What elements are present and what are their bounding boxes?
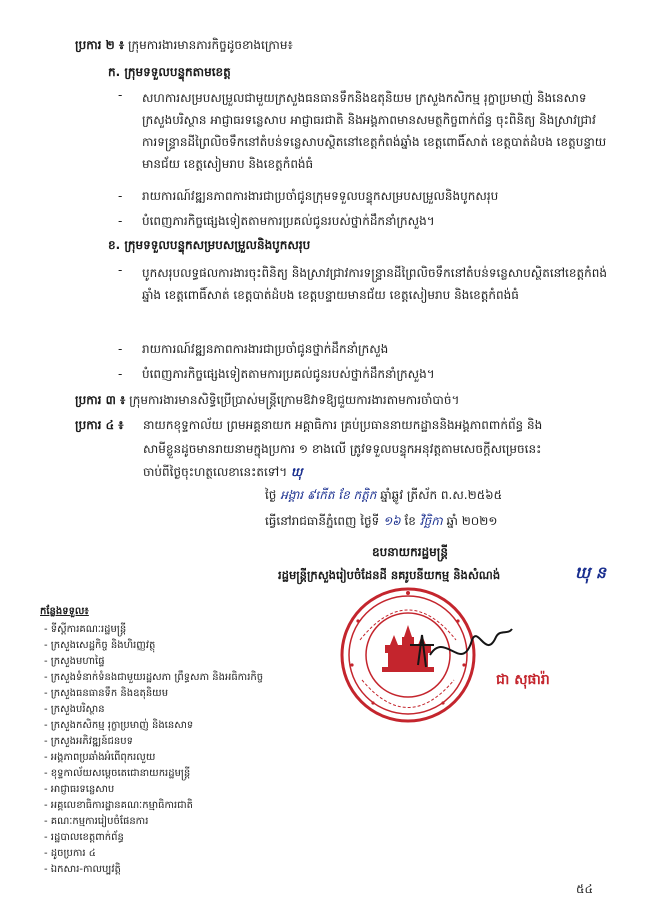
month-prefix: ខែ — [404, 514, 416, 528]
signature-title-2: រដ្ឋមន្ត្រីក្រសួងរៀបចំដែនដី នគរូបនីយកម្ម និងសំណង់ — [278, 568, 501, 582]
section-a-item-1: សហការសម្របសម្រួលជាមួយក្រសួងធនធានទឹកនិងឧតុនិយម ក្រសួងកសិកម្ម រុក្ខាប្រមាញ់ និងនេសាទ ក្រសួងបរិស្ថាន អាជ្ញាធរទន្លេសាប អាជ្ញាធរជាតិ និងអង្គភាពមានសមត្ថកិច្ចពាក់ព័ន្ធ ចុះពិនិត្យ និងស្រាវជ្រាវការទន្ទ្រានដីព្រៃលិចទឹកនៅតំបន់ទន្លេសាបស្ថិតនៅខេត្តកំពង់ឆ្នាំង ខេត្តពោធិ៍សាត់ ខេត្តបាត់ដំបង ខេត្តបន្ទាយមានជ័យ ខេត្តសៀមរាប និងខេត្តកំពង់ធំ — [142, 91, 607, 171]
bullet-dash: - — [118, 214, 123, 228]
recipient-item: - អាជ្ញាធរទន្លេសាប — [44, 784, 115, 795]
signer-name: ជា សុផារ៉ា — [496, 672, 550, 688]
day-handwritten: ១៦ — [383, 514, 401, 528]
article-2-label: ប្រការ ២ ៖ — [75, 38, 125, 52]
signature-title-1: ឧបនាយករដ្ឋមន្ត្រី — [372, 545, 448, 559]
section-a-item-2: រាយការណ៍វឌ្ឍនភាពការងារជាប្រចាំជូនក្រុមទទួលបន្ទុកសម្របសម្រួលនិងបូកសរុប — [142, 189, 499, 203]
recipient-item: - ក្រសួងអភិវឌ្ឍន៍ជនបទ — [44, 736, 133, 747]
article-4-line-1: នាយកខុទ្ទកាល័យ ព្រមអគ្គនាយក អគ្គាធិការ គ្រប់ប្រធាននាយកដ្ឋាននិងអង្គភាពពាក់ព័ន្ធ និង — [143, 418, 543, 432]
article-4-line-2: សាមីខ្លួនដូចមានរាយនាមក្នុងប្រការ ១ ខាងលើ ត្រូវទទួលបន្ទុកអនុវត្តតាមសេចក្តីសម្រេចនេះ — [143, 442, 542, 456]
bullet-dash: - — [118, 263, 123, 277]
handwritten-signature — [400, 605, 520, 680]
article-4-line-3 — [143, 464, 302, 481]
month-handwritten: វិច្ឆិកា — [419, 514, 443, 528]
page-number: ៥៤ — [576, 882, 593, 896]
recipient-item: - ក្រសួងបរិស្ថាន — [44, 704, 105, 715]
recipient-item: - ទីស្តីការគណៈរដ្ឋមន្ត្រី — [44, 624, 127, 635]
recipient-item: - រដ្ឋបាលខេត្តពាក់ព័ន្ធ — [44, 832, 124, 843]
article-4-line-3-text: ចាប់ពីថ្ងៃចុះហត្ថលេខានេះតទៅ។ — [143, 465, 288, 479]
article-3 — [75, 392, 459, 409]
section-b-item-2: រាយការណ៍វឌ្ឍនភាពការងារជាប្រចាំជូនថ្នាក់ដឹកនាំក្រសួង — [142, 342, 389, 356]
lunar-date-handwritten: អង្គារ ៩កើត ខែ កត្តិក — [280, 488, 377, 502]
article-3-label: ប្រការ ៣ ៖ — [75, 393, 126, 407]
recipient-item: - ដូចប្រការ ៤ — [44, 848, 96, 859]
lunar-date — [265, 487, 502, 504]
section-b-item-1: បូកសរុបលទ្ធផលការងារចុះពិនិត្យ និងស្រាវជ្រាវការទន្ទ្រានដីព្រៃលិចទឹកនៅតំបន់ទន្លេសាបស្ថិតនៅខេត្តកំពង់ឆ្នាំង ខេត្តពោធិ៍សាត់ ខេត្តបាត់ដំបង ខេត្តបន្ទាយមានជ័យ ខេត្តសៀមរាប និងខេត្តកំពង់ធំ — [142, 266, 607, 302]
article-2 — [75, 37, 293, 54]
recipient-item: - អង្គភាពប្រឆាំងអំពើពុករលួយ — [44, 752, 156, 763]
section-a-title: ក. ក្រុមទទួលបន្ទុកតាមខេត្ត — [108, 65, 231, 79]
lunar-date-rest: ឆ្នាំឆ្លូវ ត្រីស័ក ព.ស.២៥៦៥ — [380, 488, 503, 502]
article-3-text: ក្រុមការងារមានសិទ្ធិប្រើប្រាស់មន្ត្រីក្រោមឱវាទឱ្យជួយការងារតាមការចាំបាច់។ — [129, 393, 460, 407]
year-text: ឆ្នាំ ២០២១ — [446, 514, 498, 528]
recipients-heading: កន្លែងទទួល៖ — [40, 606, 89, 617]
signature-initials: ឃុ ន — [575, 563, 606, 582]
article-2-text: ក្រុមការងារមានភារកិច្ចដូចខាងក្រោម៖ — [127, 38, 293, 52]
bullet-dash: - — [118, 367, 123, 381]
recipient-item: - ក្រសួងកសិកម្ម រុក្ខាប្រមាញ់ និងនេសាទ — [44, 720, 194, 731]
recipient-item: - ក្រសួងទំនាក់ទំនងជាមួយរដ្ឋសភា ព្រឹទ្ធសភា និងអធិការកិច្ច — [44, 672, 264, 683]
lunar-date-prefix: ថ្ងៃ — [265, 488, 277, 502]
recipient-item: - ឯកសារ-កាលប្បវត្តិ — [44, 864, 121, 875]
solar-date — [265, 513, 497, 530]
recipient-item: - ក្រសួងធនធានទឹក និងឧតុនិយម — [44, 688, 169, 699]
recipient-item: - ក្រសួងមហាផ្ទៃ — [44, 656, 105, 667]
city-prefix: ធ្វើនៅរាជធានីភ្នំពេញ ថ្ងៃទី — [265, 514, 380, 528]
section-b-item-3: បំពេញភារកិច្ចផ្សេងទៀតតាមការប្រគល់ជូនរបស់ថ្នាក់ដឹកនាំក្រសួង។ — [142, 367, 435, 381]
section-a-item-3: បំពេញភារកិច្ចផ្សេងទៀតតាមការប្រគល់ជូនរបស់ថ្នាក់ដឹកនាំក្រសួង។ — [142, 214, 435, 228]
recipients-list — [44, 622, 263, 878]
handwritten-initials: ឃុ — [290, 465, 303, 479]
bullet-dash: - — [118, 189, 123, 203]
bullet-dash: - — [118, 88, 123, 102]
recipient-item: - អគ្គលេខាធិការដ្ឋានគណៈកម្មាធិការជាតិ — [44, 800, 194, 811]
section-b-title: ខ. ក្រុមទទួលបន្ទុកសម្របសម្រួលនិងបូកសរុប — [108, 238, 311, 252]
article-4-label: ប្រការ ៤ ៖ — [75, 418, 124, 432]
recipient-item: - ខុទ្ទកាល័យសម្តេចតេជោនាយករដ្ឋមន្ត្រី — [44, 768, 191, 779]
bullet-dash: - — [118, 342, 123, 356]
recipient-item: - គណៈកម្មការរៀបចំផែនការ — [44, 816, 149, 827]
recipient-item: - ក្រសួងសេដ្ឋកិច្ច និងហិរញ្ញវត្ថុ — [44, 640, 156, 651]
